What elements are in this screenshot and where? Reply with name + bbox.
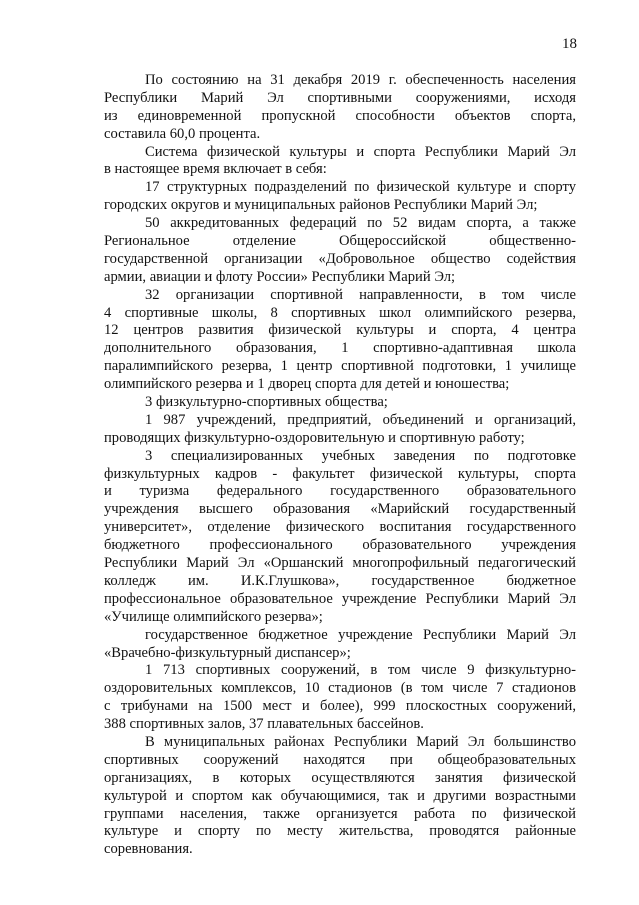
document-body [104,72,576,859]
text-line: государственное бюджетное учреждение Республики Марий Эл [145,626,576,643]
text-line: из единовременной пропускной способности объектов спорта, [104,107,576,124]
text-line: университет», отделение физического воспитания государственного [104,519,576,536]
paragraph [104,144,576,180]
text-line: спортивных сооружений находятся при общеобразовательных [104,751,576,768]
text-line: с трибунами на 1500 мест и более), 999 плоскостных сооружений, [104,698,576,715]
paragraph [104,734,576,859]
paragraph [104,215,576,287]
text-line: В муниципальных районах Республики Марий Эл большинство [145,733,576,750]
paragraph [104,72,576,144]
text-line: 3 физкультурно-спортивных общества; [145,394,388,411]
paragraph [104,179,576,215]
page-number: 18 [562,36,577,52]
text-line: в настоящее время включает в себя: [104,161,327,178]
text-line: «Врачебно-физкультурный диспансер»; [104,644,351,661]
text-line: колледж им. И.К.Глушкова», государственное бюджетное [104,572,576,589]
text-line: культурой и спортом как обучающимися, так и другими возрастными [104,787,576,804]
text-line: соревнования. [104,841,193,858]
text-line: 388 спортивных залов, 37 плавательных бассейнов. [104,716,424,733]
text-line: оздоровительных комплексов, 10 стадионов (в том числе 7 стадионов [104,680,576,697]
text-line: Региональное отделение Общероссийской общественно- [104,233,576,250]
paragraph [104,662,576,734]
paragraph [104,448,576,627]
paragraph [104,394,576,412]
text-line: культуре и спорту по месту жительства, проводятся районные [104,823,576,840]
text-line: 50 аккредитованных федераций по 52 видам спорта, а также [145,215,576,232]
text-line: профессиональное образовательное учреждение Республики Марий Эл [104,590,576,607]
text-line: паралимпийского резерва, 1 центр спортивной подготовки, 1 училище [104,358,576,375]
text-line: группами населения, также организуется работа по физической [104,805,576,822]
text-line: и туризма федерального государственного образовательного [104,483,576,500]
text-line: бюджетного профессионального образовательного учреждения [104,537,576,554]
text-line: 17 структурных подразделений по физической культуре и спорту [145,179,576,196]
paragraph [104,287,576,394]
text-line: государственной организации «Добровольное общество содействия [104,250,576,267]
text-line: физкультурных кадров - факультет физической культуры, спорта [104,465,576,482]
text-line: 4 спортивные школы, 8 спортивных школ олимпийского резерва, [104,304,576,321]
text-line: дополнительного образования, 1 спортивно-адаптивная школа [104,340,576,357]
text-line: Система физической культуры и спорта Республики Марий Эл [145,143,576,160]
text-line: учреждения высшего образования «Марийский государственный [104,501,576,518]
text-line: Республики Марий Эл спортивными сооружениями, исходя [104,89,576,106]
text-line: Республики Марий Эл «Оршанский многопрофильный педагогический [104,555,576,572]
text-line: олимпийского резерва и 1 дворец спорта для детей и юношества; [104,376,510,393]
text-line: 1 987 учреждений, предприятий, объединений и организаций, [145,411,576,428]
text-line: организациях, в которых осуществляются занятия физической [104,769,576,786]
text-line: составила 60,0 процента. [104,125,261,142]
text-line: «Училище олимпийского резерва»; [104,608,323,625]
text-line: армии, авиации и флоту России» Республики Марий Эл; [104,268,456,285]
text-line: городских округов и муниципальных районов Республики Марий Эл; [104,197,538,214]
paragraph [104,412,576,448]
text-line: 3 специализированных учебных заведения по подготовке [145,447,576,464]
text-line: 1 713 спортивных сооружений, в том числе 9 физкультурно- [145,662,576,679]
text-line: 12 центров развития физической культуры и спорта, 4 центра [104,322,576,339]
text-line: По состоянию на 31 декабря 2019 г. обеспеченность населения [145,72,576,88]
text-line: 32 организации спортивной направленности, в том числе [145,286,576,303]
text-line: проводящих физкультурно-оздоровительную и спортивную работу; [104,429,525,446]
paragraph [104,627,576,663]
